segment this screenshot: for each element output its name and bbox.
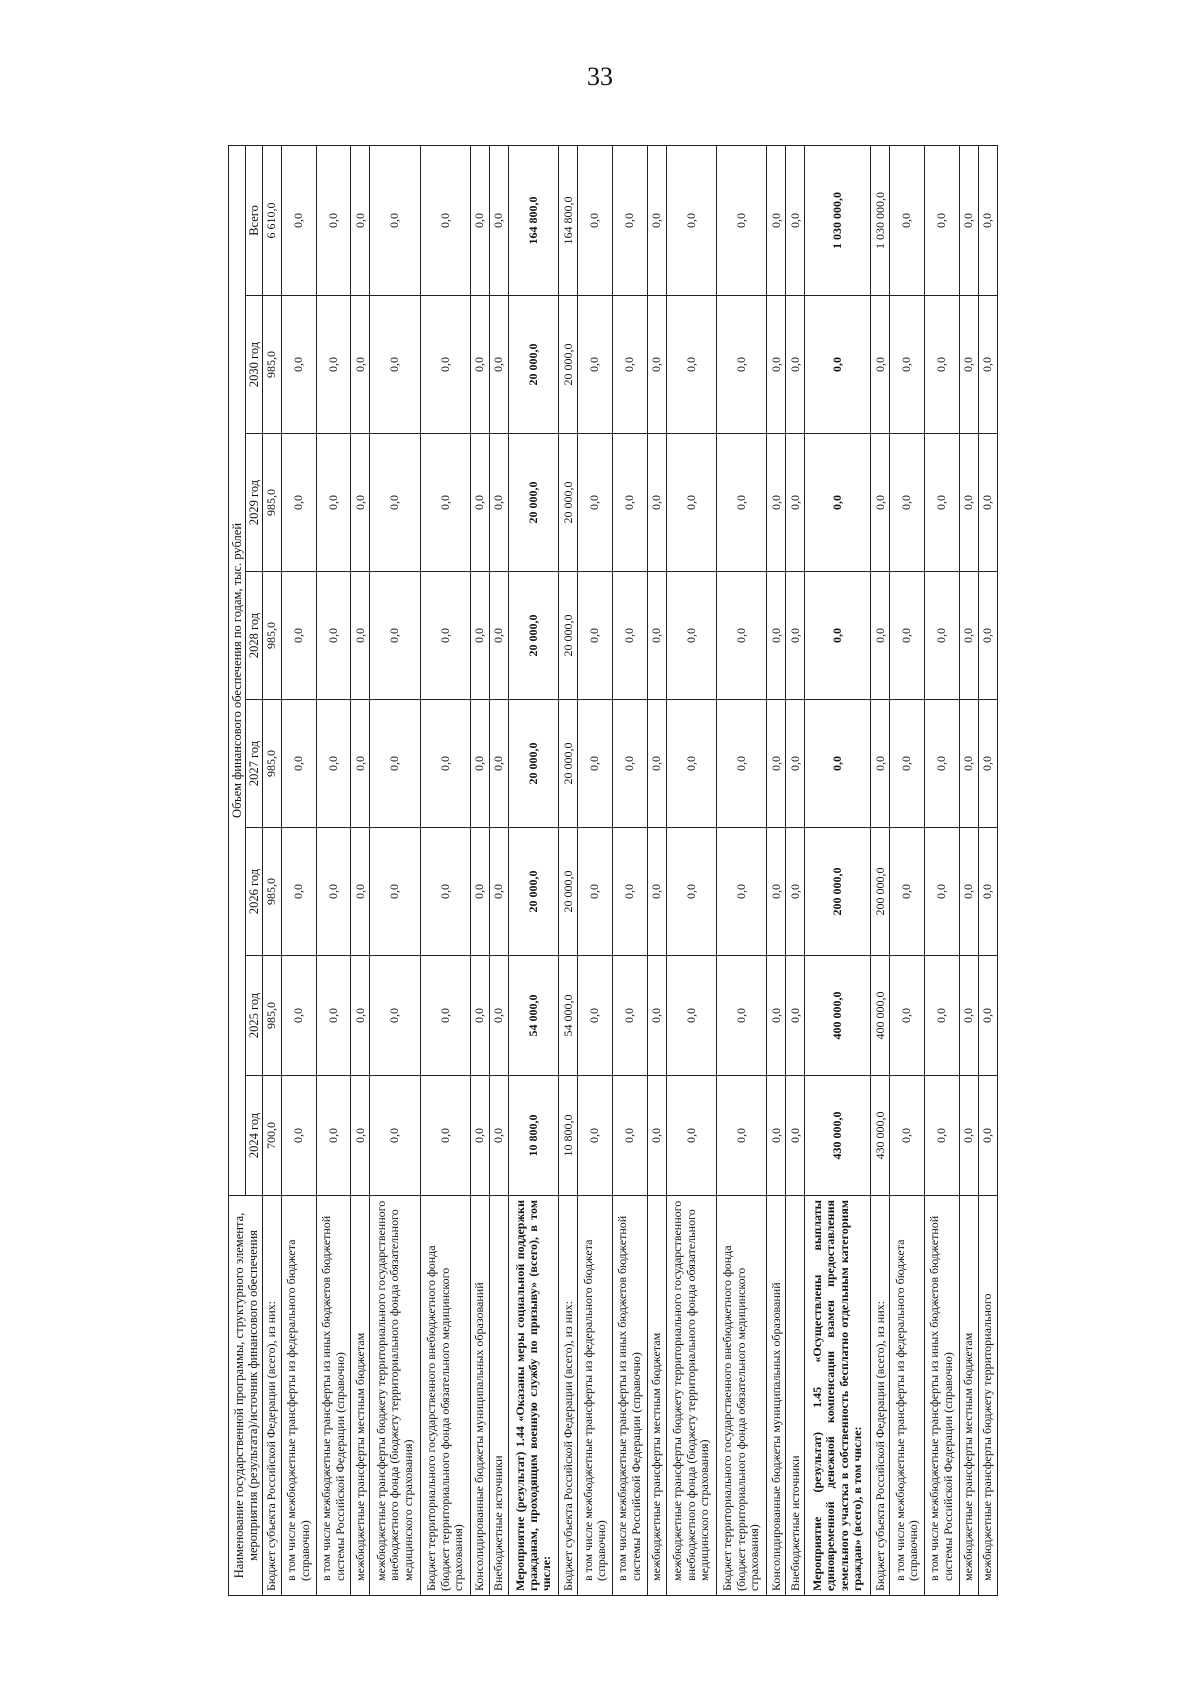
value-cell: 0,0 — [647, 828, 666, 956]
value-cell: 20 000,0 — [509, 700, 559, 828]
value-cell: 20 000,0 — [559, 828, 578, 956]
value-cell: 20 000,0 — [559, 296, 578, 434]
value-cell: 0,0 — [578, 956, 613, 1076]
value-cell: 430 000,0 — [871, 1076, 890, 1196]
value-cell: 0,0 — [959, 296, 978, 434]
value-cell: 0,0 — [647, 1076, 666, 1196]
value-cell: 0,0 — [282, 956, 317, 1076]
value-cell: 0,0 — [978, 434, 997, 572]
table-row — [470, 145, 489, 1595]
value-cell: 0,0 — [890, 145, 925, 295]
row-label: межбюджетные трансферты местным бюджетам — [351, 1196, 370, 1596]
value-cell: 0,0 — [978, 145, 997, 295]
value-cell: 0,0 — [316, 572, 351, 700]
value-cell: 0,0 — [613, 956, 648, 1076]
value-cell: 20 000,0 — [559, 700, 578, 828]
value-cell: 0,0 — [647, 572, 666, 700]
value-cell: 0,0 — [717, 145, 767, 295]
table-row — [924, 145, 959, 1595]
row-label: в том числе межбюджетные трансферты из федерального бюджета (справочно) — [890, 1196, 925, 1596]
value-cell: 0,0 — [647, 296, 666, 434]
value-cell: 10 800,0 — [559, 1076, 578, 1196]
value-cell: 20 000,0 — [559, 434, 578, 572]
value-cell: 0,0 — [490, 956, 509, 1076]
value-cell: 0,0 — [767, 956, 786, 1076]
value-cell: 0,0 — [959, 956, 978, 1076]
value-cell: 0,0 — [786, 572, 805, 700]
row-label: в том числе межбюджетные трансферты из иных бюджетов бюджетной системы Российской Федерации (справочно) — [613, 1196, 648, 1596]
value-cell: 0,0 — [490, 145, 509, 295]
value-cell: 10 800,0 — [509, 1076, 559, 1196]
year-column-header: Всего — [246, 145, 263, 295]
row-label: Бюджет территориального государственного внебюджетного фонда (бюджет территориального фонда обязательного медицинского страхования) — [420, 1196, 470, 1596]
value-cell: 0,0 — [420, 296, 470, 434]
row-label: Внебюджетные источники — [490, 1196, 509, 1596]
value-cell: 0,0 — [717, 700, 767, 828]
value-cell: 0,0 — [490, 434, 509, 572]
value-cell: 400 000,0 — [871, 956, 890, 1076]
table-row — [647, 145, 666, 1595]
value-cell: 20 000,0 — [509, 434, 559, 572]
value-cell: 0,0 — [351, 1076, 370, 1196]
value-cell: 0,0 — [890, 296, 925, 434]
value-cell: 0,0 — [578, 1076, 613, 1196]
value-cell: 0,0 — [871, 572, 890, 700]
value-cell: 0,0 — [370, 434, 420, 572]
value-cell: 0,0 — [924, 296, 959, 434]
value-cell: 0,0 — [470, 572, 489, 700]
table-row — [578, 145, 613, 1595]
value-cell: 0,0 — [717, 572, 767, 700]
value-cell: 985,0 — [263, 296, 282, 434]
value-cell: 0,0 — [490, 1076, 509, 1196]
value-cell: 0,0 — [805, 700, 871, 828]
value-cell: 0,0 — [613, 1076, 648, 1196]
value-cell: 0,0 — [282, 572, 317, 700]
value-cell: 0,0 — [717, 1076, 767, 1196]
year-column-header: 2027 год — [246, 700, 263, 828]
year-column-header: 2028 год — [246, 572, 263, 700]
row-label: межбюджетные трансферты местным бюджетам — [647, 1196, 666, 1596]
value-cell: 20 000,0 — [509, 296, 559, 434]
value-cell: 0,0 — [490, 572, 509, 700]
value-cell: 0,0 — [767, 296, 786, 434]
value-cell: 0,0 — [470, 828, 489, 956]
value-cell: 0,0 — [316, 434, 351, 572]
table-row — [559, 145, 578, 1595]
value-cell: 0,0 — [351, 145, 370, 295]
table-row — [490, 145, 509, 1595]
value-cell: 0,0 — [578, 145, 613, 295]
value-cell: 0,0 — [890, 434, 925, 572]
value-cell: 0,0 — [717, 828, 767, 956]
value-cell: 985,0 — [263, 434, 282, 572]
row-label: Консолидированные бюджеты муниципальных образований — [470, 1196, 489, 1596]
value-cell: 0,0 — [282, 145, 317, 295]
value-cell: 0,0 — [924, 700, 959, 828]
table-row — [890, 145, 925, 1595]
value-cell: 0,0 — [666, 296, 716, 434]
value-cell: 0,0 — [282, 1076, 317, 1196]
value-cell: 985,0 — [263, 572, 282, 700]
value-cell: 0,0 — [767, 434, 786, 572]
table-header — [229, 145, 263, 1595]
value-cell: 0,0 — [578, 700, 613, 828]
value-cell: 0,0 — [370, 572, 420, 700]
value-cell: 0,0 — [316, 700, 351, 828]
table-row — [786, 145, 805, 1595]
table-row — [959, 145, 978, 1595]
value-cell: 0,0 — [924, 828, 959, 956]
value-cell: 0,0 — [316, 296, 351, 434]
value-cell: 200 000,0 — [871, 828, 890, 956]
row-label: межбюджетные трансферты местным бюджетам — [959, 1196, 978, 1596]
value-cell: 0,0 — [959, 828, 978, 956]
measure-row — [805, 145, 871, 1595]
value-cell: 0,0 — [613, 572, 648, 700]
value-cell: 985,0 — [263, 956, 282, 1076]
table-row — [351, 145, 370, 1595]
value-cell: 0,0 — [767, 1076, 786, 1196]
value-cell: 985,0 — [263, 700, 282, 828]
years-group-header: Объем финансового обеспечения по годам, тыс. рублей — [229, 145, 246, 1195]
table-row — [666, 145, 716, 1595]
value-cell: 0,0 — [420, 434, 470, 572]
row-label: Консолидированные бюджеты муниципальных образований — [767, 1196, 786, 1596]
value-cell: 0,0 — [767, 572, 786, 700]
value-cell: 0,0 — [924, 572, 959, 700]
value-cell: 400 000,0 — [805, 956, 871, 1076]
value-cell: 0,0 — [647, 434, 666, 572]
value-cell: 0,0 — [490, 828, 509, 956]
value-cell: 20 000,0 — [509, 828, 559, 956]
value-cell: 0,0 — [786, 145, 805, 295]
value-cell: 0,0 — [717, 956, 767, 1076]
value-cell: 0,0 — [351, 700, 370, 828]
value-cell: 0,0 — [871, 434, 890, 572]
value-cell: 0,0 — [978, 700, 997, 828]
table-row — [978, 145, 997, 1595]
value-cell: 0,0 — [666, 700, 716, 828]
value-cell: 0,0 — [647, 145, 666, 295]
value-cell: 985,0 — [263, 828, 282, 956]
table-row — [282, 145, 317, 1595]
row-label: в том числе межбюджетные трансферты из федерального бюджета (справочно) — [282, 1196, 317, 1596]
table-row — [613, 145, 648, 1595]
row-label: Мероприятие (результат) 1.45 «Осуществлены выплаты единовременной денежной компенсации взамен предоставления земельного участка в собственность бесплатно отдельным категориям граждан» (всего), в том числе: — [805, 1196, 871, 1596]
value-cell: 0,0 — [959, 434, 978, 572]
value-cell: 0,0 — [959, 572, 978, 700]
page-number: 33 — [587, 62, 613, 91]
value-cell: 0,0 — [351, 828, 370, 956]
name-column-header: Наименование государственной программы, структурного элемента, мероприятия (результата)/источник финансового обеспечения — [229, 1196, 263, 1596]
value-cell: 0,0 — [767, 700, 786, 828]
value-cell: 0,0 — [351, 296, 370, 434]
value-cell: 0,0 — [370, 1076, 420, 1196]
value-cell: 0,0 — [316, 828, 351, 956]
value-cell: 0,0 — [978, 1076, 997, 1196]
year-column-header: 2030 год — [246, 296, 263, 434]
value-cell: 0,0 — [978, 956, 997, 1076]
value-cell: 0,0 — [959, 1076, 978, 1196]
value-cell: 0,0 — [805, 296, 871, 434]
value-cell: 0,0 — [666, 828, 716, 956]
value-cell: 0,0 — [470, 145, 489, 295]
table-row — [420, 145, 470, 1595]
value-cell: 0,0 — [786, 700, 805, 828]
value-cell: 20 000,0 — [509, 572, 559, 700]
value-cell: 6 610,0 — [263, 145, 282, 295]
measure-row — [509, 145, 559, 1595]
value-cell: 0,0 — [666, 1076, 716, 1196]
value-cell: 1 030 000,0 — [805, 145, 871, 295]
value-cell: 0,0 — [805, 434, 871, 572]
year-column-header: 2026 год — [246, 828, 263, 956]
value-cell: 200 000,0 — [805, 828, 871, 956]
value-cell: 0,0 — [490, 700, 509, 828]
value-cell: 0,0 — [470, 296, 489, 434]
value-cell: 0,0 — [890, 700, 925, 828]
value-cell: 0,0 — [282, 700, 317, 828]
year-column-header: 2024 год — [246, 1076, 263, 1196]
value-cell: 0,0 — [282, 434, 317, 572]
value-cell: 0,0 — [890, 956, 925, 1076]
value-cell: 0,0 — [420, 1076, 470, 1196]
row-label: Мероприятие (результат) 1.44 «Оказаны меры социальной поддержки гражданам, проходящим военную службу по призыву» (всего), в том числе: — [509, 1196, 559, 1596]
row-label: межбюджетные трансферты бюджету территориального государственного внебюджетного фонда (бюджету территориального фонда обязательного медицинского страхования) — [666, 1196, 716, 1596]
financing-table — [228, 145, 998, 1596]
value-cell: 0,0 — [924, 145, 959, 295]
value-cell: 0,0 — [978, 296, 997, 434]
value-cell: 0,0 — [924, 956, 959, 1076]
table-row — [316, 145, 351, 1595]
value-cell: 0,0 — [351, 956, 370, 1076]
value-cell: 0,0 — [666, 572, 716, 700]
value-cell: 430 000,0 — [805, 1076, 871, 1196]
value-cell: 0,0 — [470, 700, 489, 828]
table-body — [263, 145, 998, 1595]
value-cell: 0,0 — [924, 1076, 959, 1196]
row-label: в том числе межбюджетные трансферты из иных бюджетов бюджетной системы Российской Федерации (справочно) — [316, 1196, 351, 1596]
value-cell: 0,0 — [924, 434, 959, 572]
value-cell: 0,0 — [316, 956, 351, 1076]
value-cell: 54 000,0 — [559, 956, 578, 1076]
value-cell: 0,0 — [578, 828, 613, 956]
value-cell: 0,0 — [767, 828, 786, 956]
value-cell: 0,0 — [786, 956, 805, 1076]
value-cell: 0,0 — [717, 296, 767, 434]
value-cell: 0,0 — [420, 145, 470, 295]
value-cell: 0,0 — [420, 700, 470, 828]
value-cell: 0,0 — [786, 828, 805, 956]
value-cell: 0,0 — [666, 145, 716, 295]
value-cell: 0,0 — [370, 296, 420, 434]
value-cell: 700,0 — [263, 1076, 282, 1196]
value-cell: 0,0 — [370, 956, 420, 1076]
value-cell: 0,0 — [370, 828, 420, 956]
value-cell: 0,0 — [613, 434, 648, 572]
value-cell: 0,0 — [490, 296, 509, 434]
row-label: Бюджет субъекта Российской Федерации (всего), из них: — [263, 1196, 282, 1596]
value-cell: 0,0 — [370, 700, 420, 828]
value-cell: 0,0 — [871, 296, 890, 434]
value-cell: 0,0 — [613, 145, 648, 295]
value-cell: 0,0 — [786, 296, 805, 434]
value-cell: 0,0 — [717, 434, 767, 572]
value-cell: 0,0 — [890, 572, 925, 700]
row-label: межбюджетные трансферты бюджету территориального — [978, 1196, 997, 1596]
value-cell: 0,0 — [613, 296, 648, 434]
value-cell: 0,0 — [420, 956, 470, 1076]
value-cell: 54 000,0 — [509, 956, 559, 1076]
value-cell: 0,0 — [470, 956, 489, 1076]
value-cell: 0,0 — [666, 434, 716, 572]
value-cell: 0,0 — [370, 145, 420, 295]
value-cell: 1 030 000,0 — [871, 145, 890, 295]
year-column-header: 2029 год — [246, 434, 263, 572]
row-label: Бюджет субъекта Российской Федерации (всего), из них: — [871, 1196, 890, 1596]
value-cell: 0,0 — [282, 828, 317, 956]
value-cell: 0,0 — [578, 434, 613, 572]
value-cell: 0,0 — [578, 572, 613, 700]
row-label: межбюджетные трансферты бюджету территориального государственного внебюджетного фонда (бюджету территориального фонда обязательного медицинского страхования) — [370, 1196, 420, 1596]
value-cell: 0,0 — [767, 145, 786, 295]
value-cell: 0,0 — [959, 700, 978, 828]
value-cell: 0,0 — [978, 828, 997, 956]
row-label: Бюджет территориального государственного внебюджетного фонда (бюджет территориального фонда обязательного медицинского страхования) — [717, 1196, 767, 1596]
value-cell: 0,0 — [613, 828, 648, 956]
row-label: в том числе межбюджетные трансферты из иных бюджетов бюджетной системы Российской Федерации (справочно) — [924, 1196, 959, 1596]
table-row — [717, 145, 767, 1595]
value-cell: 0,0 — [647, 700, 666, 828]
value-cell: 0,0 — [786, 1076, 805, 1196]
value-cell: 0,0 — [647, 956, 666, 1076]
value-cell: 0,0 — [420, 828, 470, 956]
value-cell: 0,0 — [578, 296, 613, 434]
value-cell: 0,0 — [890, 828, 925, 956]
value-cell: 164 800,0 — [509, 145, 559, 295]
value-cell: 0,0 — [316, 145, 351, 295]
year-column-header: 2025 год — [246, 956, 263, 1076]
value-cell: 0,0 — [351, 572, 370, 700]
table-row — [767, 145, 786, 1595]
row-label: в том числе межбюджетные трансферты из федерального бюджета (справочно) — [578, 1196, 613, 1596]
row-label: Бюджет субъекта Российской Федерации (всего), из них: — [559, 1196, 578, 1596]
value-cell: 0,0 — [871, 700, 890, 828]
row-label: Внебюджетные источники — [786, 1196, 805, 1596]
value-cell: 164 800,0 — [559, 145, 578, 295]
value-cell: 0,0 — [316, 1076, 351, 1196]
table-row — [370, 145, 420, 1595]
value-cell: 0,0 — [470, 1076, 489, 1196]
value-cell: 0,0 — [470, 434, 489, 572]
value-cell: 0,0 — [805, 572, 871, 700]
table-row — [871, 145, 890, 1595]
value-cell: 20 000,0 — [559, 572, 578, 700]
value-cell: 0,0 — [959, 145, 978, 295]
table-row — [263, 145, 282, 1595]
value-cell: 0,0 — [978, 572, 997, 700]
value-cell: 0,0 — [666, 956, 716, 1076]
rotated-table-container — [228, 146, 998, 1596]
value-cell: 0,0 — [613, 700, 648, 828]
value-cell: 0,0 — [351, 434, 370, 572]
value-cell: 0,0 — [786, 434, 805, 572]
value-cell: 0,0 — [282, 296, 317, 434]
value-cell: 0,0 — [890, 1076, 925, 1196]
value-cell: 0,0 — [420, 572, 470, 700]
